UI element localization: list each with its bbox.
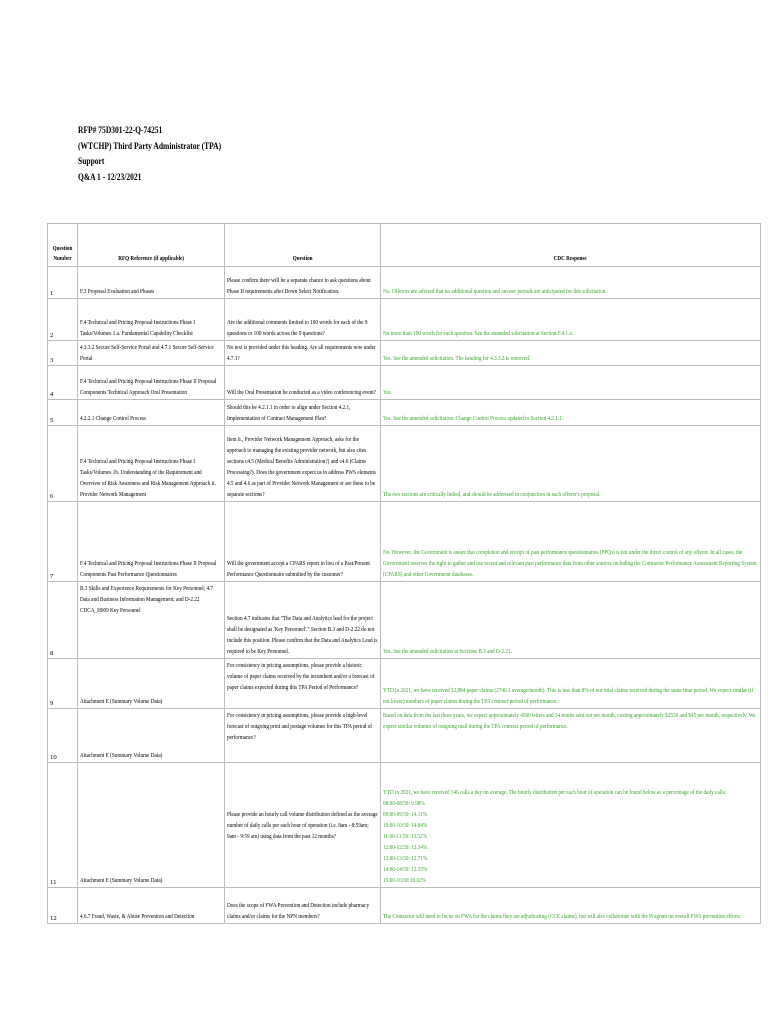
question-text: For consistency in pricing assumptions, please provide a historic volume of paper claims received by the incumbent and/or a forecast of paper claims expected during this TPA Period of Performance? — [225, 659, 381, 709]
table-header-row — [48, 224, 761, 267]
response-intro: YTD in 2021, we have received 346 calls a day on average. The hourly distribution per each hour of operation can be found below as a percentage of the daily calls: — [383, 789, 727, 796]
list-item: 13:00-13:59: 12.71% — [383, 855, 428, 862]
list-item: 15:00-16:00:10.02% — [383, 877, 427, 884]
cdc-response: The Contractor will need to focus on FWA for the claims they are adjudicating (CCE claims), but will also collaborate with the Program on overall FWA prevention efforts. — [381, 888, 761, 924]
cdc-response: YTD in 2021, we have received 32,884 paper claims (2740.3 average/month). This is less than 8% of our total claims received during the same time period. We expect similar (if not lower) numbers of paper claims during the TPA contract period of performance. — [381, 659, 761, 709]
list-item: 09:00-09:59: 14.11% — [383, 811, 428, 818]
question-text: Item ii., Provider Network Management Approach, asks for the approach to managing the existing provider network, but also cites sections c4.5 (Medical Benefits Administration?) and c4.6 (Claims Processing?). Does the government expect us to address PWS elements 4.5 and 4.6 as part of Provider Network Management or are these to be separate sections? — [225, 426, 381, 502]
cdc-response: No. Offerors are advised that no additional question and answer periods are anticipated for this solicitation. — [381, 267, 761, 299]
rfq-reference: F.3 Proposal Evaluation and Phases — [78, 267, 225, 299]
rfq-reference: 4.2.2.1 Change Control Process — [78, 400, 225, 426]
rfq-reference: 4.3.3.2 Secure Self-Service Portal and 4.7.1 Secure Self-Service Portal — [78, 341, 225, 366]
table-row — [48, 659, 761, 709]
table-row — [48, 502, 761, 582]
table-row — [48, 299, 761, 341]
cdc-response: Yes. See the amended solicitation at Sections B.3 and D-2.21. — [381, 582, 761, 659]
question-number: 10 — [48, 709, 78, 763]
cdc-response: Yes. — [381, 366, 761, 400]
rfq-reference: F.4 Technical and Pricing Proposal Instructions Phase I Tasks/Volumes 1.a. Fundamental Capability Checklist — [78, 299, 225, 341]
question-number: 5 — [48, 400, 78, 426]
col-header-question-number: Question Number — [48, 224, 78, 267]
hourly-distribution-list — [383, 798, 757, 886]
question-text: No text is provided under this heading. Are all requirements now under 4.7.1? — [225, 341, 381, 366]
question-text: Should this be 4.2.1.1 in order to align under Section 4.2.1, Implementation of Contract Management Plan? — [225, 400, 381, 426]
cdc-response: The two sections are critically linked, and should be addressed in conjunction in each offeror's proposal. — [381, 426, 761, 502]
rfq-reference: B.3 Skills and Experience Requirements for Key Personnel; 4.7 Data and Business Information Management; and D-2.22 CDCA_H009 Key Personnel — [78, 582, 225, 659]
rfp-title: (WTCHP) Third Party Administrator (TPA) — [78, 140, 222, 151]
cdc-response — [381, 763, 761, 888]
question-text: Will the Oral Presentation be conducted as a video conferencing event? — [225, 366, 381, 400]
question-text: Does the scope of FWA Prevention and Detection include pharmacy claims and/or claims for the NPN members? — [225, 888, 381, 924]
list-item: 11:00-11:59: 13.52% — [383, 833, 427, 840]
question-number: 4 — [48, 366, 78, 400]
list-item: 10:00-10:59: 14.84% — [383, 822, 428, 829]
question-text: Please provide an hourly call volume distribution defined as the average number of daily calls per each hour of operation (i.e. 8am - 8:59am; 9am - 9:59 am) using data from the past 12 months? — [225, 763, 381, 888]
question-text: Are the additional comments limited to 100 words for each of the 9 questions or 100 words across the 9 questions? — [225, 299, 381, 341]
table-row — [48, 341, 761, 366]
qa-table — [47, 223, 761, 924]
col-header-rfq-reference: RFQ Reference (if applicable) — [78, 224, 225, 267]
table-row — [48, 400, 761, 426]
table-row — [48, 888, 761, 924]
document-header — [78, 123, 221, 185]
rfq-reference: F.4 Technical and Pricing Proposal Instructions Phase I Tasks/Volumes 1b. Understanding of the Requirement and Overview of Risk Awareness and Risk Management Approach ii. Provider Network Management — [78, 426, 225, 502]
table-row — [48, 426, 761, 502]
rfq-reference: Attachment E (Summary Volume Data) — [78, 709, 225, 763]
question-number: 1 — [48, 267, 78, 299]
table-row — [48, 366, 761, 400]
table-row — [48, 763, 761, 888]
rfp-number: RFP# 75D301-22-Q-74251 — [78, 125, 163, 135]
rfp-subtitle: Support — [78, 156, 105, 166]
question-number: 8 — [48, 582, 78, 659]
cdc-response: No more than 100 words for each question. See the amended solicitation at Section F.4.1.a. — [381, 299, 761, 341]
list-item: 12:00-12:59: 12.34% — [383, 844, 428, 851]
cdc-response: Yes. See the amended solicitation. The heading for 4.3.3.2 is removed. — [381, 341, 761, 366]
question-number: 3 — [48, 341, 78, 366]
rfq-reference: F.4 Technical and Pricing Proposal Instructions Phase II Proposal Components Technical Approach Oral Presentation — [78, 366, 225, 400]
rfq-reference: F.4 Technical and Pricing Proposal Instructions Phase II Proposal Components Past Performance Questionnaires — [78, 502, 225, 582]
question-number: 6 — [48, 426, 78, 502]
cdc-response: Yes. See the amended solicitation. Change Control Process updated to Section 4.2.1.1. — [381, 400, 761, 426]
list-item: 08:00-08:59: 9.98% — [383, 800, 425, 807]
question-number: 11 — [48, 763, 78, 888]
col-header-question: Question — [225, 224, 381, 267]
list-item: 14:00-14:59: 12.35% — [383, 866, 428, 873]
question-text: Will the government accept a CPARS report in lieu of a Past/Present Performance Questionnaire submitted by the customer? — [225, 502, 381, 582]
table-row — [48, 709, 761, 763]
cdc-response: Based on data from the last three years, we expect approximately 4500 letters and 54 remits sent out per month, costing approximately $2550 and $45 per month, respectively. We expect similar volumes of outgoing mail during the TPA contract period of performance. — [381, 709, 761, 763]
col-header-cdc-response: CDC Response — [381, 224, 761, 267]
rfq-reference: Attachment E (Summary Volume Data) — [78, 763, 225, 888]
qa-date: Q&A 1 - 12/23/2021 — [78, 171, 142, 182]
question-number: 9 — [48, 659, 78, 709]
rfq-reference: 4.6.7 Fraud, Waste, & Abuse Prevention and Detection — [78, 888, 225, 924]
question-text: Please confirm there will be a separate chance to ask questions about Phase II requirements after Down Select Notification. — [225, 267, 381, 299]
table-row — [48, 582, 761, 659]
question-number: 7 — [48, 502, 78, 582]
question-number: 12 — [48, 888, 78, 924]
question-text: For consistency in pricing assumptions, please provide a high-level forecast of outgoing print and postage volumes for this TPA period of performance? — [225, 709, 381, 763]
rfq-reference: Attachment E (Summary Volume Data) — [78, 659, 225, 709]
question-text: Section 4.7 indicates that "The Data and Analytics lead for the project shall be designated as 'Key Personnel'." Section B.3 and D-2.22 do not include this position. Please confirm that the Data and Analytics Lead is required to be Key Personnel. — [225, 582, 381, 659]
question-number: 2 — [48, 299, 78, 341]
cdc-response: No. However, the Government is aware that completion and receipt of past performance questionnaires (PPQs) is not under the direct control of any offeror. In all cases, the Government reserves the right to gather and use recent and relevant past performance data from other sources including the Contractor Performance Assessment Reporting System (CPARS) and other Government databases. — [381, 502, 761, 582]
table-row — [48, 267, 761, 299]
